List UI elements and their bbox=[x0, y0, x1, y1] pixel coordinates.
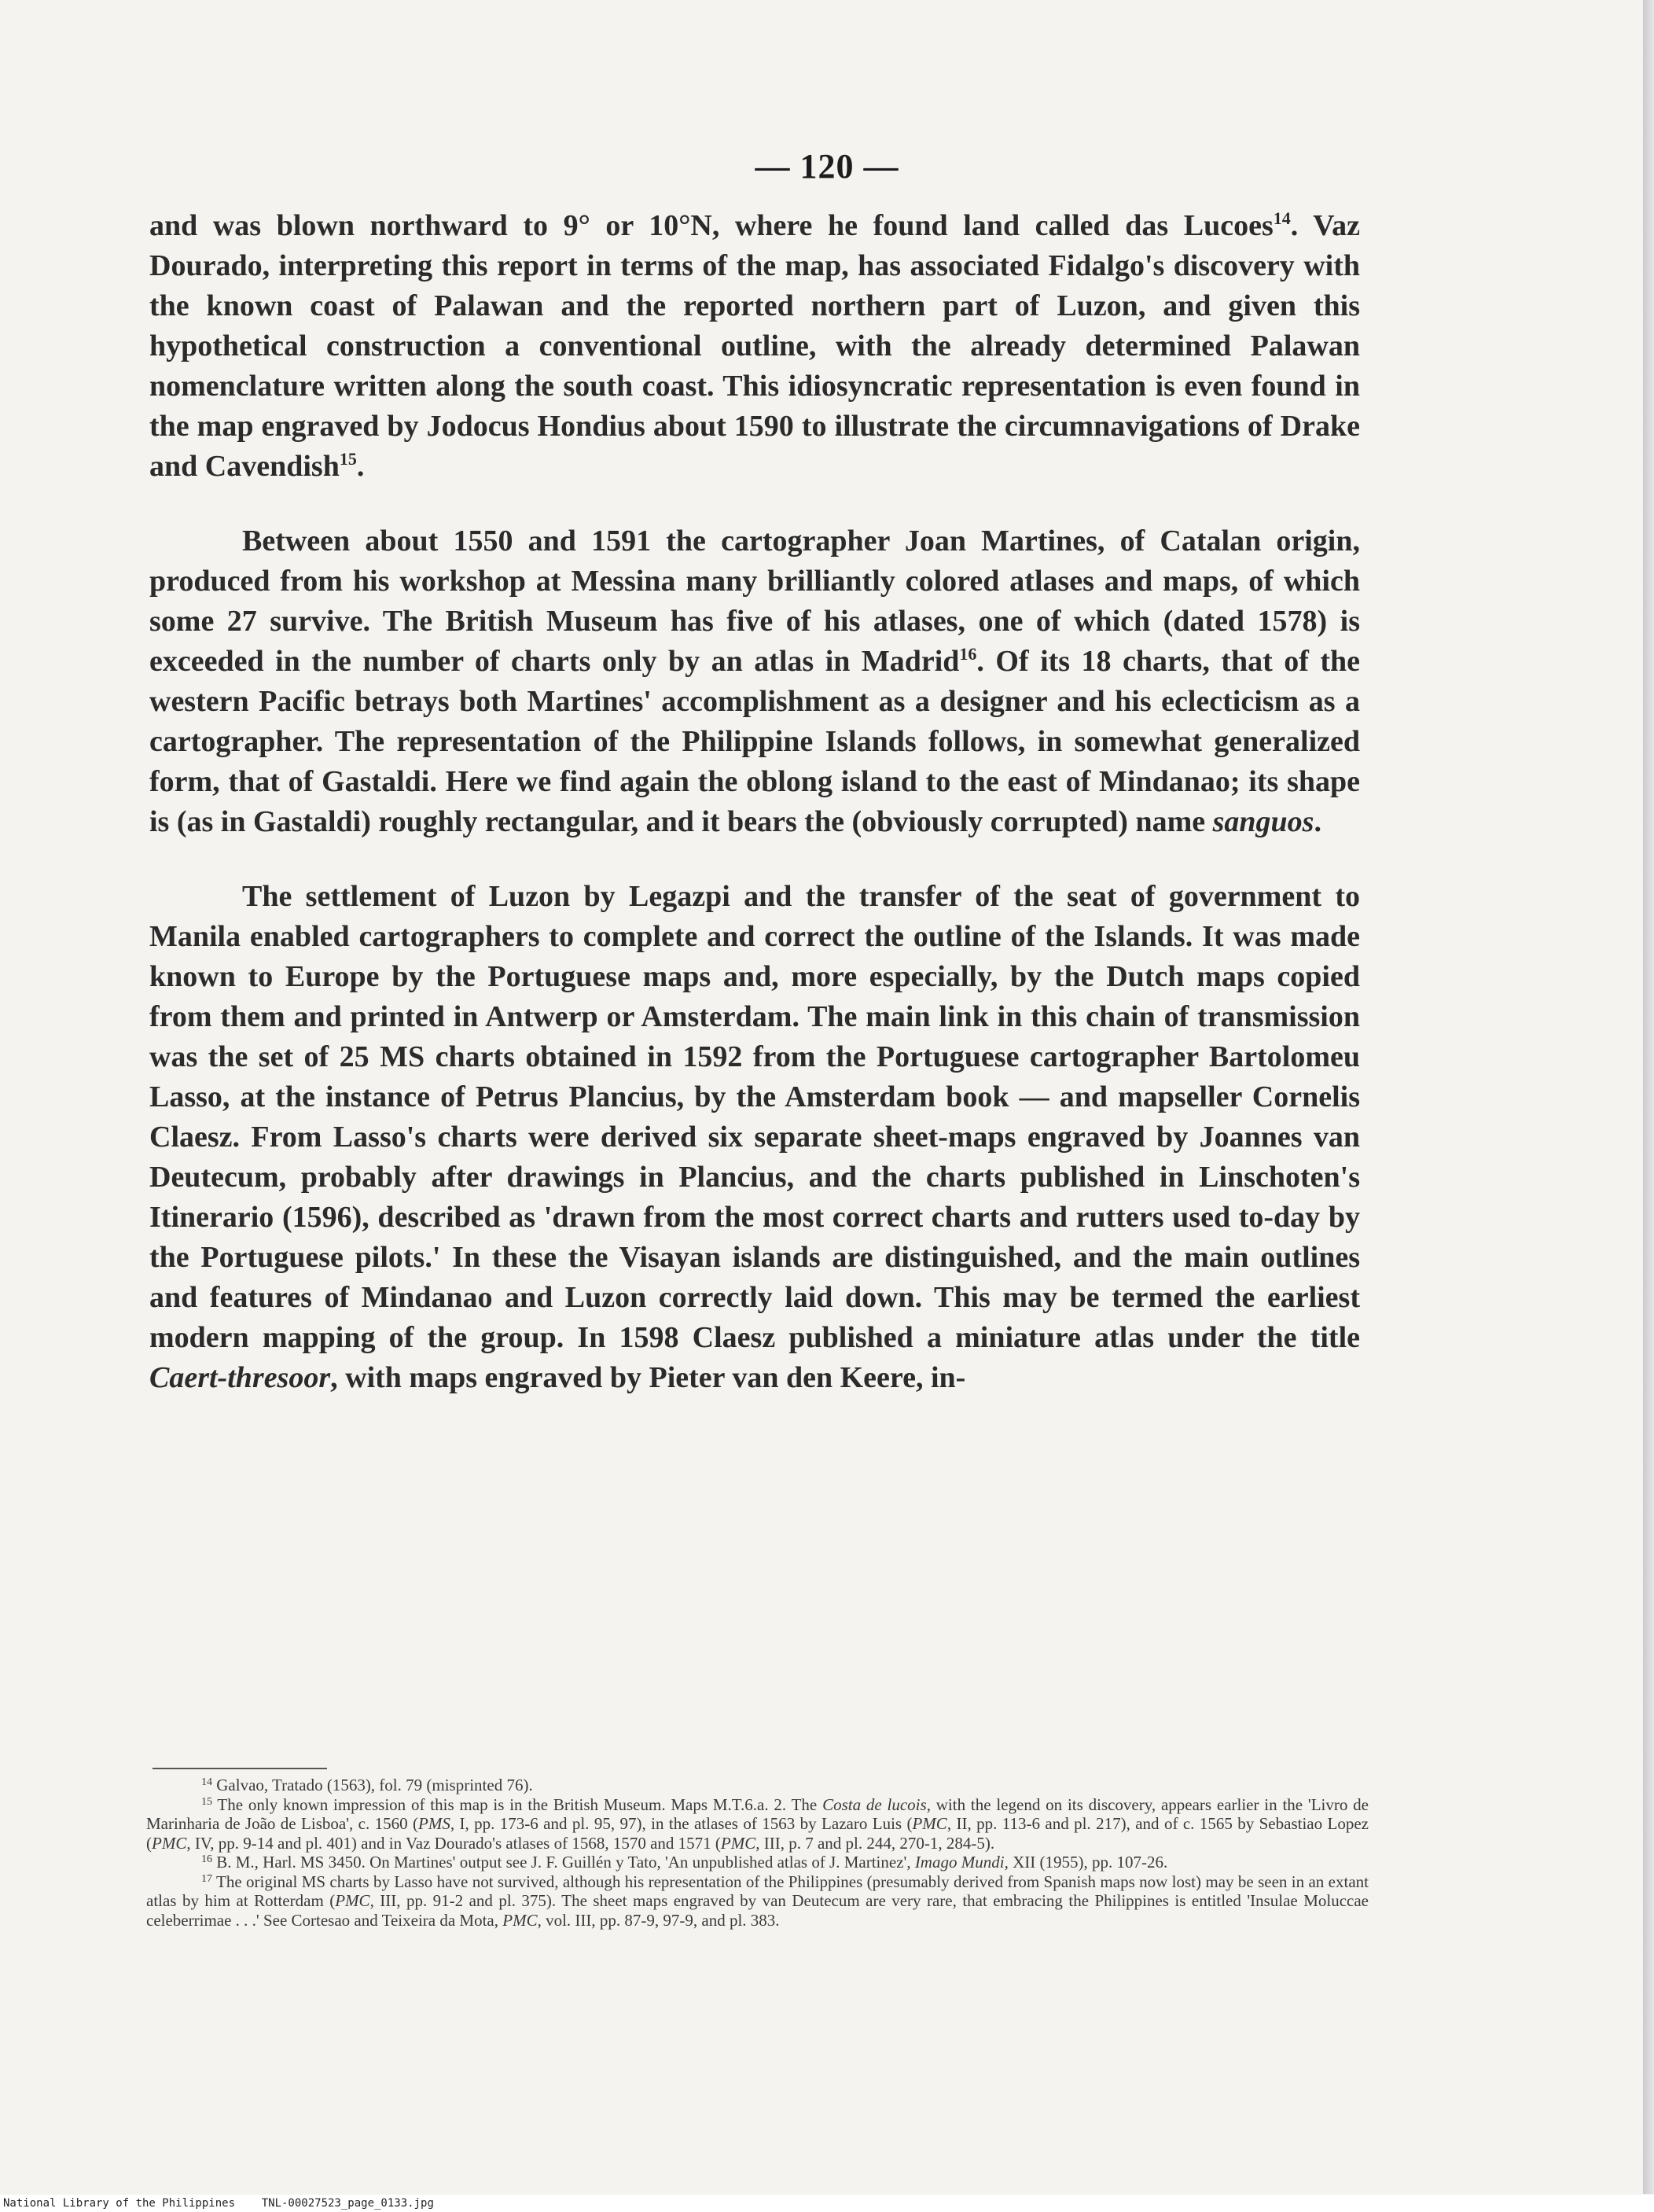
footnote-15 bbox=[146, 1795, 1369, 1853]
footnote-text: Galvao, Tratado (1563), fol. 79 (misprinted 76). bbox=[212, 1776, 533, 1794]
paragraph-2-part-b: . Of its 18 charts, that of the western Pacific betrays both Martines' accomplishment as a designer and his eclecticism as a cartographer. The representation of the Philippine Islands follows, in somewhat generalized form, that of Gastaldi. Here we find again the oblong island to the east of Mindanao; its shape is (as in Gastaldi) roughly rectangular, and it bears the (obviously corrupted) name bbox=[149, 645, 1360, 838]
scan-edge-shadow bbox=[1643, 0, 1654, 2194]
paragraph-1-part-c: . bbox=[356, 450, 365, 483]
page-number: — 120 — bbox=[755, 147, 899, 186]
footnote-17 bbox=[146, 1872, 1369, 1930]
main-text bbox=[149, 206, 1360, 1433]
paragraph-1 bbox=[149, 206, 1360, 487]
scan-source-caption: National Library of the Philippines TNL-00027523_page_0133.jpg bbox=[0, 2195, 1654, 2212]
footnote-ref-15: 15 bbox=[339, 449, 357, 469]
footnote-text: , III, pp. 91-2 and pl. 375). The sheet maps engraved by van Deutecum are very rare, that embracing the Philippines is entitled 'Insulae Moluccae celeberrimae . . .' See Cortesao and Teixeira da Mota, bbox=[146, 1891, 1369, 1930]
footnote-italic: PMS bbox=[418, 1814, 450, 1833]
footnote-text: , I, pp. 173-6 and pl. 95, 97), in the atlases of 1563 by Lazaro Luis ( bbox=[450, 1814, 913, 1833]
footnote-number: 17 bbox=[201, 1872, 212, 1885]
paragraph-2-part-c: . bbox=[1314, 805, 1321, 838]
footnote-text: , vol. III, pp. 87-9, 97-9, and pl. 383. bbox=[537, 1910, 780, 1930]
corrupted-name: sanguos bbox=[1212, 805, 1314, 838]
footnote-italic: PMC bbox=[502, 1910, 538, 1930]
paragraph-1-part-b: . Vaz Dourado, interpreting this report in terms of the map, has associated Fidalgo's discovery with the known coast of Palawan and the reported northern part of Luzon, and given this hypothetical construction a conventional outline, with the already determined Palawan nomenclature written along the south coast. This idiosyncratic representation is even found in the map engraved by Jodocus Hondius about 1590 to illustrate the circumnavigations of Drake and Cavendish bbox=[149, 209, 1360, 483]
footnote-text: , III, p. 7 and pl. 244, 270-1, 284-5). bbox=[755, 1833, 995, 1853]
footnote-number: 14 bbox=[201, 1776, 212, 1788]
footnote-ref-14: 14 bbox=[1273, 208, 1291, 228]
paragraph-2 bbox=[149, 521, 1360, 842]
footnote-text: , II, pp. 113-6 and pl. 217), and of c. 1565 by Sebastiao Lopez ( bbox=[146, 1814, 1369, 1853]
footnote-16 bbox=[146, 1853, 1369, 1872]
paragraph-3 bbox=[149, 877, 1360, 1398]
footnote-italic: PMC bbox=[335, 1891, 370, 1910]
footnote-text: , XII (1955), pp. 107-26. bbox=[1004, 1853, 1168, 1872]
footnote-divider bbox=[153, 1768, 327, 1769]
footnote-14 bbox=[146, 1776, 1369, 1795]
footnote-italic: PMC bbox=[912, 1814, 947, 1833]
footnotes bbox=[146, 1776, 1369, 1930]
footnote-italic: PMC bbox=[152, 1833, 187, 1853]
footnote-italic: PMC bbox=[720, 1833, 756, 1853]
footnote-italic: Imago Mundi bbox=[914, 1853, 1005, 1872]
footnote-text: , with the legend on its discovery, appears earlier in the 'Livro de Marinharia de João de Lisboa', c. 1560 ( bbox=[146, 1794, 1369, 1833]
footnote-italic: Costa de lucois bbox=[822, 1794, 927, 1814]
footnote-number: 16 bbox=[201, 1853, 212, 1865]
paragraph-3-part-a: The settlement of Luzon by Legazpi and the transfer of the seat of government to Manila enabled cartographers to complete and correct the outline of the Islands. It was made known to Europe by the Portuguese maps and, more especially, by the Dutch maps copied from them and printed in Antwerp or Amsterdam. The main link in this chain of transmission was the set of 25 MS charts obtained in 1592 from the Portuguese cartographer Bartolomeu Lasso, at the instance of Petrus Plancius, by the Amsterdam book — and mapseller Cornelis Claesz. From Lasso's charts were derived six separate sheet-maps engraved by Joannes van Deutecum, probably after drawings in Plancius, and the charts published in Linschoten's Itinerario (1596), described as 'drawn from the most correct charts and rutters used to-day by the Portuguese pilots.' In these the Visayan islands are distinguished, and the main outlines and features of Mindanao and Luzon correctly laid down. This may be termed the earliest modern mapping of the group. In 1598 Claesz published a miniature atlas under the title bbox=[149, 880, 1360, 1354]
footnote-text: The original MS charts by Lasso have not survived, although his representation of the Philippines (presumably derived from Spanish maps now lost) may be seen in an extant atlas by him at Rotterdam ( bbox=[146, 1872, 1369, 1910]
footnote-text: B. M., Harl. MS 3450. On Martines' output see J. F. Guillén y Tato, 'An unpublished atlas of J. Martinez', bbox=[212, 1853, 915, 1872]
atlas-title: Caert-thresoor bbox=[149, 1361, 331, 1394]
footnote-ref-16: 16 bbox=[959, 644, 977, 664]
paragraph-1-part-a: and was blown northward to 9° or 10°N, where he found land called das Lucoes bbox=[149, 209, 1274, 242]
paragraph-3-part-b: , with maps engraved by Pieter van den Keere, in- bbox=[330, 1361, 966, 1394]
footnote-text: , IV, pp. 9-14 and pl. 401) and in Vaz Dourado's atlases of 1568, 1570 and 1571 ( bbox=[186, 1833, 721, 1853]
footnote-number: 15 bbox=[201, 1795, 212, 1808]
paragraph-2-part-a: Between about 1550 and 1591 the cartographer Joan Martines, of Catalan origin, produced from his workshop at Messina many brilliantly colored atlases and maps, of which some 27 survive. The British Museum has five of his atlases, one of which (dated 1578) is exceeded in the number of charts only by an atlas in Madrid bbox=[149, 524, 1360, 678]
footnote-text: The only known impression of this map is in the British Museum. Maps M.T.6.a. 2. The bbox=[212, 1794, 823, 1814]
